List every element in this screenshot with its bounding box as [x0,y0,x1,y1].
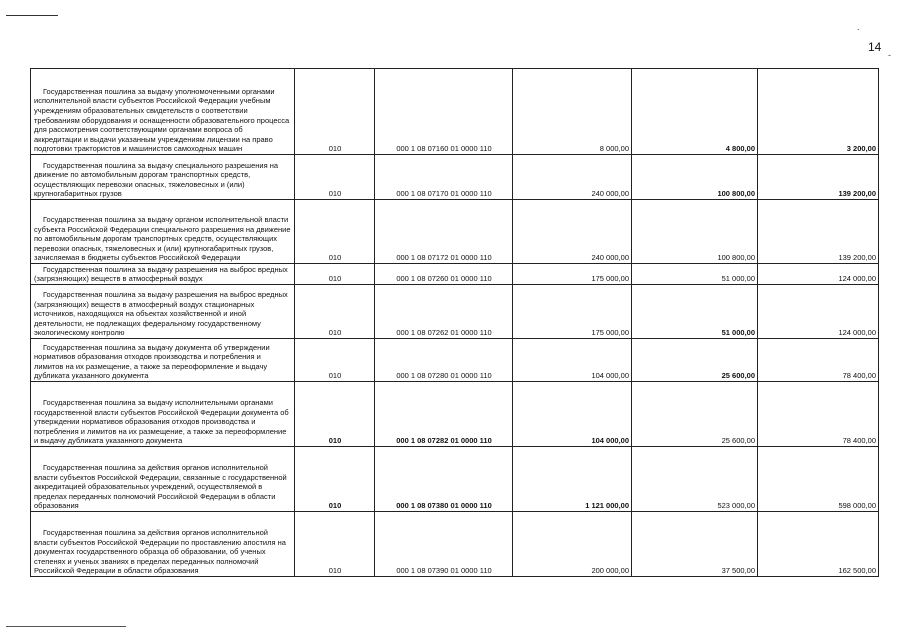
amount1-cell: 8 000,00 [513,69,632,155]
amount3-cell: 3 200,00 [758,69,879,155]
table-row [31,339,879,382]
admin-code-cell: 010 [295,382,375,447]
amount3-cell: 124 000,00 [758,264,879,285]
amount2-cell: 25 600,00 [632,382,758,447]
description-cell: Государственная пошлина за выдачу документа об утверждении нормативов образования отходов производства и потребления и лимитов на их размещение, а также за переоформление и выдачу дубликата указанного документа [31,339,295,382]
description-cell: Государственная пошлина за действия органов исполнительной власти субъектов Российской Федерации, связанные с государственной аккредитацией образовательных учреждений, осуществляемой в пределах переданных полномочий Российской Федерации в области образования [31,447,295,512]
amount3-cell: 78 400,00 [758,339,879,382]
amount3-cell: 124 000,00 [758,285,879,339]
amount2-cell: 100 800,00 [632,155,758,200]
amount2-cell: 37 500,00 [632,512,758,577]
description-cell: Государственная пошлина за действия органов исполнительной власти субъектов Российской Федерации по проставлению апостиля на документах государственного образца об образовании, об ученых степенях и ученых званиях в пределах переданных полномочий Российской Федерации в области образования [31,512,295,577]
amount1-cell: 240 000,00 [513,200,632,264]
admin-code-cell: 010 [295,200,375,264]
amount1-cell: 175 000,00 [513,285,632,339]
amount2-cell: 25 600,00 [632,339,758,382]
classification-code-cell: 000 1 08 07282 01 0000 110 [375,382,513,447]
amount3-cell: 598 000,00 [758,447,879,512]
classification-code-cell: 000 1 08 07260 01 0000 110 [375,264,513,285]
table-row [31,447,879,512]
amount2-cell: 51 000,00 [632,285,758,339]
classification-code-cell: 000 1 08 07390 01 0000 110 [375,512,513,577]
table-row [31,155,879,200]
amount1-cell: 104 000,00 [513,382,632,447]
admin-code-cell: 010 [295,285,375,339]
table-row [31,512,879,577]
description-cell: Государственная пошлина за выдачу исполнительными органами государственной власти субъектов Российской Федерации документа об утверждении нормативов образования отходов производства и потребления и лимитов на их размещение, а также за переоформление и выдачу дубликата указанного документа [31,382,295,447]
amount3-cell: 162 500,00 [758,512,879,577]
amount1-cell: 200 000,00 [513,512,632,577]
table-row [31,285,879,339]
amount3-cell: 139 200,00 [758,200,879,264]
scan-mark-2: - [888,50,891,60]
table-row [31,382,879,447]
table-row [31,69,879,155]
amount3-cell: 139 200,00 [758,155,879,200]
classification-code-cell: 000 1 08 07170 01 0000 110 [375,155,513,200]
classification-code-cell: 000 1 08 07172 01 0000 110 [375,200,513,264]
amount1-cell: 104 000,00 [513,339,632,382]
amount1-cell: 240 000,00 [513,155,632,200]
admin-code-cell: 010 [295,339,375,382]
scan-mark: . [857,22,860,32]
footnote-rule [6,626,126,627]
classification-code-cell: 000 1 08 07380 01 0000 110 [375,447,513,512]
classification-code-cell: 000 1 08 07280 01 0000 110 [375,339,513,382]
amount3-cell: 78 400,00 [758,382,879,447]
table-row [31,264,879,285]
top-rule [6,15,58,16]
description-cell: Государственная пошлина за выдачу разрешения на выброс вредных (загрязняющих) веществ в атмосферный воздух стационарных источников, находящихся на объектах хозяйственной и иной деятельности, не подлежащих федеральному государственному экологическому контролю [31,285,295,339]
amount1-cell: 1 121 000,00 [513,447,632,512]
classification-code-cell: 000 1 08 07160 01 0000 110 [375,69,513,155]
admin-code-cell: 010 [295,155,375,200]
classification-code-cell: 000 1 08 07262 01 0000 110 [375,285,513,339]
page-number: 14 [868,40,882,54]
amount1-cell: 175 000,00 [513,264,632,285]
description-cell: Государственная пошлина за выдачу органом исполнительной власти субъекта Российской Федерации специального разрешения на движение по автомобильным дорогам транспортных средств, осуществляющих перевозки опасных, тяжеловесных и (или) крупногабаритных грузов, зачисляемая в бюджеты субъектов Российской Федерации [31,200,295,264]
admin-code-cell: 010 [295,512,375,577]
admin-code-cell: 010 [295,447,375,512]
amount2-cell: 51 000,00 [632,264,758,285]
budget-table [30,68,879,577]
admin-code-cell: 010 [295,264,375,285]
description-cell: Государственная пошлина за выдачу разрешения на выброс вредных (загрязняющих) веществ в атмосферный воздух [31,264,295,285]
amount2-cell: 4 800,00 [632,69,758,155]
description-cell: Государственная пошлина за выдачу уполномоченными органами исполнительной власти субъектов Российской Федерации учебным учреждениям образовательных свидетельств о соответствии требованиям оборудования и оснащенности образовательного процесса для рассмотрения соответствующими органами вопроса об аккредитации и выдачи указанным учреждениям лицензии на право подготовки трактористов и машинистов самоходных машин [31,69,295,155]
admin-code-cell: 010 [295,69,375,155]
amount2-cell: 100 800,00 [632,200,758,264]
amount2-cell: 523 000,00 [632,447,758,512]
table-row [31,200,879,264]
description-cell: Государственная пошлина за выдачу специального разрешения на движение по автомобильным дорогам транспортных средств, осуществляющих перевозки опасных, тяжеловесных и (или) крупногабаритных грузов [31,155,295,200]
